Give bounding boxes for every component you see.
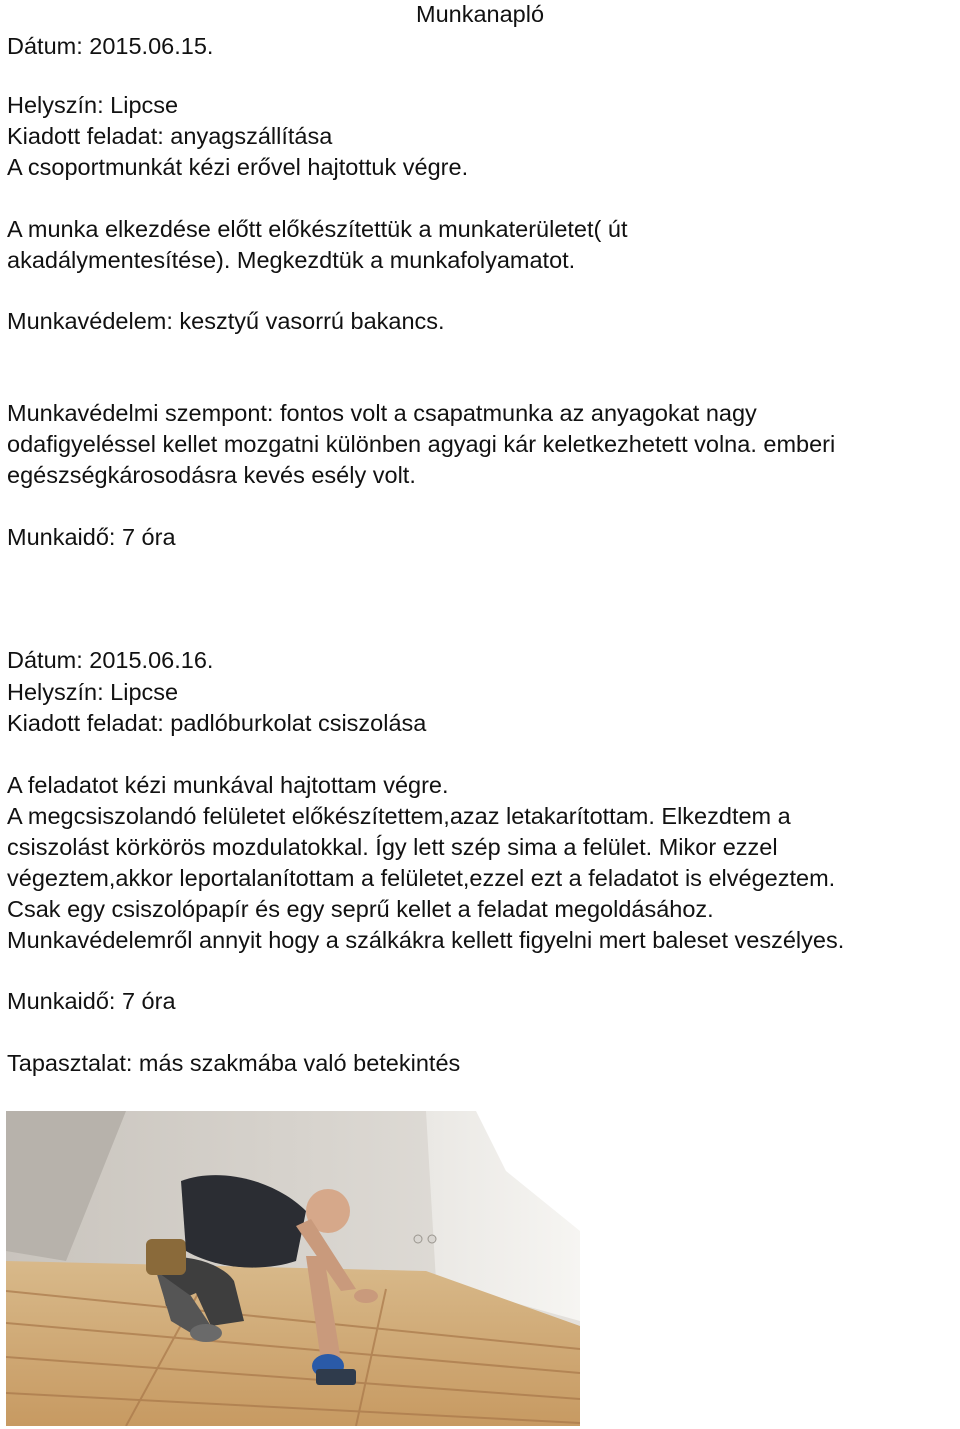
page-title: Munkanapló [416, 1, 545, 27]
entry1-date: Dátum: 2015.06.15. [7, 33, 214, 59]
entry1-safety-line1: Munkavédelmi szempont: fontos volt a csapatmunka az anyagokat nagy [7, 400, 757, 426]
entry2-desc-line5: Munkavédelemről annyit hogy a szálkákra kellett figyelni mert baleset veszélyes. [7, 927, 845, 953]
entry1-safety-line2: odafigyeléssel kellet mozgatni különben agyagi kár keletkezhetett volna. emberi [7, 431, 836, 457]
entry2-desc-line4: Csak egy csiszolópapír és egy seprű kellet a feladat megoldásához. [7, 896, 714, 922]
entry2-hours: Munkaidő: 7 óra [7, 988, 176, 1014]
entry2-location: Helyszín: Lipcse [7, 679, 179, 705]
entry1-method: A csoportmunkát kézi erővel hajtottuk végre. [7, 154, 469, 180]
entry2-desc-line3: végeztem,akkor leportalanítottam a felületet,ezzel ezt a feladatot is elvégeztem. [7, 865, 836, 891]
entry2-date: Dátum: 2015.06.16. [7, 647, 214, 673]
entry2-experience: Tapasztalat: más szakmába való betekintés [7, 1050, 461, 1076]
entry1-location: Helyszín: Lipcse [7, 92, 179, 118]
entry1-ppe: Munkavédelem: kesztyű vasorrú bakancs. [7, 308, 445, 334]
photo-worker-sanding-floor [6, 1111, 580, 1426]
entry1-safety-line3: egészségkárosodásra kevés esély volt. [7, 462, 416, 488]
entry1-prep-line1: A munka elkezdése előtt előkészítettük a munkaterületet( út [7, 216, 628, 242]
entry2-desc-line1: A megcsiszolandó felületet előkészítettem,azaz letakarítottam. Elkezdtem a [7, 803, 791, 829]
entry2-method: A feladatot kézi munkával hajtottam végre. [7, 772, 449, 798]
entry1-prep-line2: akadálymentesítése). Megkezdtük a munkafolyamatot. [7, 247, 576, 273]
entry1-hours: Munkaidő: 7 óra [7, 524, 176, 550]
entry2-desc-line2: csiszolást körkörös mozdulatokkal. Így lett szép sima a felület. Mikor ezzel [7, 834, 778, 860]
entry2-task: Kiadott feladat: padlóburkolat csiszolása [7, 710, 427, 736]
entry1-task: Kiadott feladat: anyagszállítása [7, 123, 333, 149]
